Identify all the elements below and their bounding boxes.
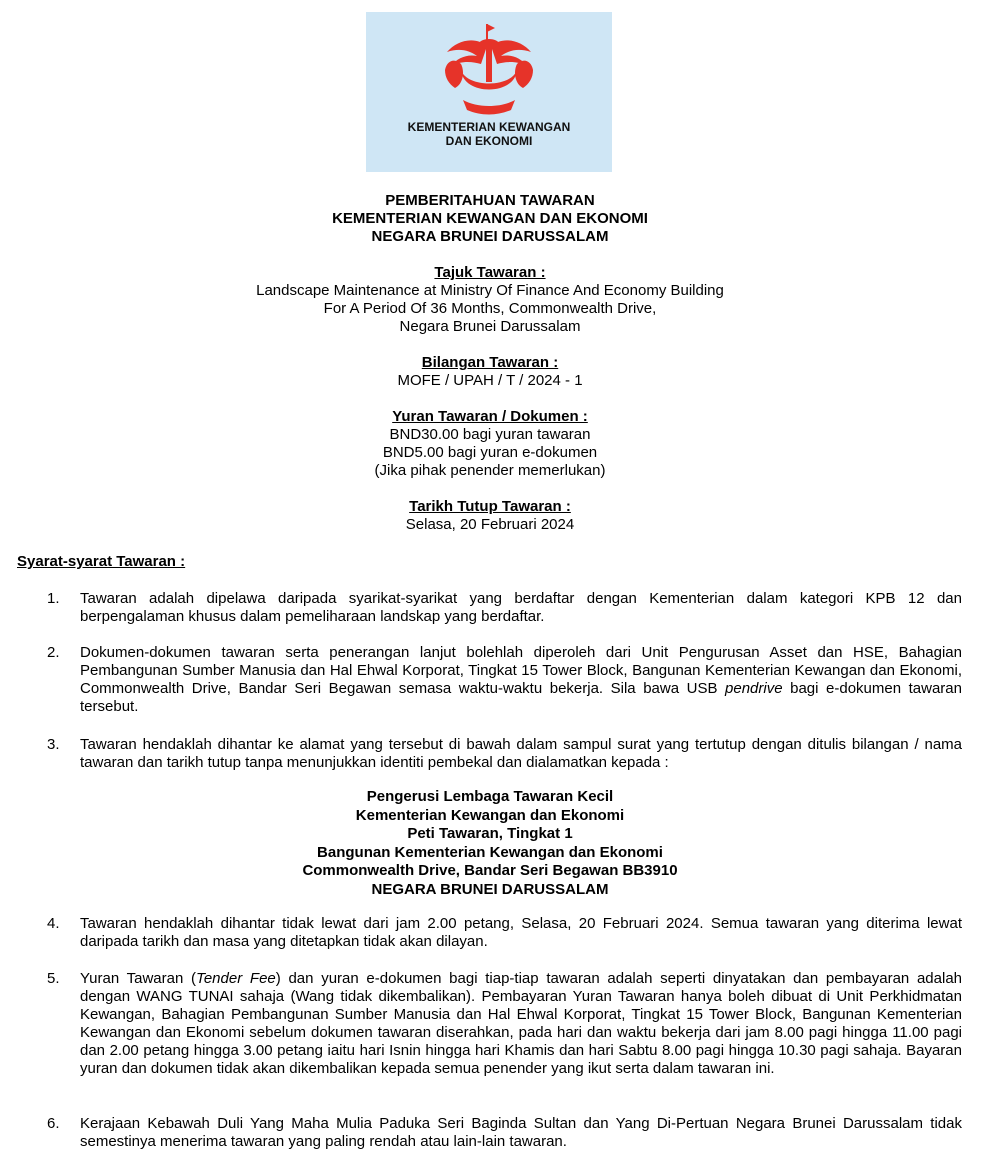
item-text: Dokumen-dokumen tawaran serta penerangan lanjut bolehlah diperoleh dari Unit Pengurusan Asset dan HSE, Bahagian Pembangunan Sumber Manusia dan Hal Ehwal Korporat, Tingkat 15 Tower Block, Bangunan Kementerian Kewangan dan Ekonomi, Commonwealth Drive, Bandar Seri Begawan semasa waktu-waktu bekerja. Sila bawa USB pendrive bagi e-dokumen tawaran tersebut.	[80, 644, 962, 715]
bilangan-label: Bilangan Tawaran :	[421, 354, 559, 371]
item-number: 2.	[47, 644, 60, 661]
tarikh-value: Selasa, 20 Februari 2024	[405, 516, 575, 533]
item-text: Tawaran hendaklah dihantar tidak lewat dari jam 2.00 petang, Selasa, 20 Februari 2024. Semua tawaran yang diterima lewat daripada tarikh dan masa yang ditetapkan tidak akan dilayan.	[80, 915, 962, 950]
address-line3: Peti Tawaran, Tingkat 1	[407, 825, 573, 842]
logo-caption-line1: KEMENTERIAN KEWANGAN	[407, 120, 571, 134]
item-text: Yuran Tawaran (Tender Fee) dan yuran e-dokumen bagi tiap-tiap tawaran adalah seperti dinyatakan dan pembayaran adalah dengan WANG TUNAI sahaja (Wang tidak dikembalikan). Pembayaran Yuran Tawaran hanya boleh dibuat di Unit Perkhidmatan Kewangan, Bahagian Pembangunan Sumber Manusia dan Hal Ehwal Korporat, Tingkat 15 Tower Block, Bangunan Kementerian Kewangan dan Ekonomi sebelum dokumen tawaran diserahkan, pada hari dan waktu bekerja dari jam 8.00 pagi hingga 11.00 pagi dan 2.00 petang hingga 3.00 petang iaitu hari Isnin hingga hari Khamis dan hari Sabtu 8.00 pagi hingga 10.30 pagi sahaja. Bayaran yuran dan dokumen tidak akan dikembalikan kepada semua penender yang ikut serta dalam tawaran ini.	[80, 970, 963, 1077]
item-number: 1.	[47, 590, 60, 607]
yuran-label: Yuran Tawaran / Dokumen :	[392, 408, 588, 425]
title-line3: NEGARA BRUNEI DARUSSALAM	[371, 228, 609, 245]
title-line1: PEMBERITAHUAN TAWARAN	[385, 192, 595, 209]
tender-title-block	[0, 264, 980, 336]
notice-title	[0, 192, 980, 246]
item-text: Kerajaan Kebawah Duli Yang Maha Mulia Paduka Seri Baginda Sultan dan Yang Di-Pertuan Negara Brunei Darussalam tidak semestinya menerima tawaran yang paling rendah atau lain-lain tawaran.	[80, 1115, 962, 1150]
item-text: Tawaran adalah dipelawa daripada syarikat-syarikat yang berdaftar dengan Kementerian dalam kategori KPB 12 dan berpengalaman khusus dalam pemeliharaan landskap yang berdaftar.	[80, 590, 962, 625]
yuran-line2: BND5.00 bagi yuran e-dokumen	[382, 444, 598, 461]
tajuk-line1: Landscape Maintenance at Ministry Of Finance And Economy Building	[256, 282, 724, 299]
brunei-crest-icon	[437, 18, 541, 118]
conditions-heading: Syarat-syarat Tawaran :	[17, 553, 186, 570]
yuran-line1: BND30.00 bagi yuran tawaran	[389, 426, 591, 443]
closing-date-block	[0, 498, 980, 534]
item-number: 5.	[47, 970, 60, 987]
item-number: 3.	[47, 736, 60, 753]
tarikh-label: Tarikh Tutup Tawaran :	[409, 498, 571, 515]
address-line2: Kementerian Kewangan dan Ekonomi	[355, 806, 625, 824]
tender-fee-block	[0, 408, 980, 480]
address-line5: Commonwealth Drive, Bandar Seri Begawan BB3910	[302, 862, 678, 879]
tender-number-block	[0, 354, 980, 390]
tajuk-label: Tajuk Tawaran :	[434, 264, 546, 281]
ministry-logo	[366, 12, 612, 172]
item-number: 4.	[47, 915, 60, 932]
item-text: Tawaran hendaklah dihantar ke alamat yang tersebut di bawah dalam sampul surat yang tertutup dengan ditulis bilangan / nama tawaran dan tarikh tutup tanpa menunjukkan identiti pembekal dan dialamatkan kepada :	[80, 736, 962, 771]
logo-caption-line2: DAN EKONOMI	[445, 134, 533, 148]
tajuk-line2: For A Period Of 36 Months, Commonwealth Drive,	[323, 300, 657, 317]
bilangan-value: MOFE / UPAH / T / 2024 - 1	[397, 372, 583, 389]
item-number: 6.	[47, 1115, 60, 1132]
address-line1: Pengerusi Lembaga Tawaran Kecil	[366, 788, 614, 805]
address-line4: Bangunan Kementerian Kewangan dan Ekonomi	[317, 843, 663, 861]
tajuk-line3: Negara Brunei Darussalam	[399, 318, 581, 335]
delivery-address	[0, 788, 980, 899]
address-line6: NEGARA BRUNEI DARUSSALAM	[371, 880, 609, 898]
yuran-line3: (Jika pihak penender memerlukan)	[374, 462, 606, 479]
title-line2: KEMENTERIAN KEWANGAN DAN EKONOMI	[332, 210, 648, 227]
